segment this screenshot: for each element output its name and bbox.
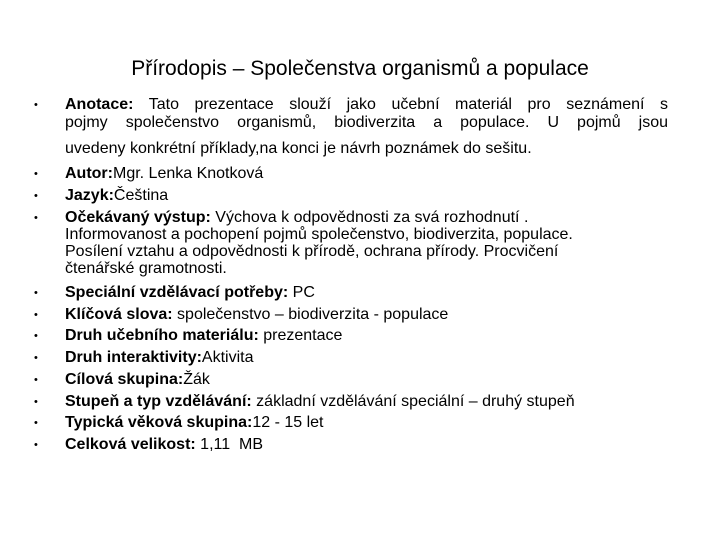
bullet-icon: • — [34, 309, 38, 321]
bullet-icon: • — [34, 330, 38, 342]
bullet-icon: • — [34, 212, 38, 224]
bullet-icon: • — [34, 287, 38, 299]
keywords-value: společenstvo – biodiverzita - populace — [172, 306, 449, 323]
author-value: Mgr. Lenka Knotková — [112, 165, 264, 182]
language-value: Čeština — [113, 187, 169, 204]
expected-output-line-3: Posílení vztahu a odpovědnosti k přírodě, ochrana přírody. Procvičení — [65, 243, 559, 260]
target-group-value: Žák — [183, 371, 210, 388]
interactivity-value: Aktivita — [201, 349, 254, 366]
material-type-label: Druh učebního materiálu: — [65, 327, 259, 344]
bullet-icon: • — [34, 168, 38, 180]
annotation-line-2: pojmy společenstvo organismů, biodiverzita a populace. U pojmů jsou — [65, 114, 668, 131]
author-label: Autor: — [65, 165, 113, 182]
education-level-label: Stupeň a typ vzdělávání: — [65, 393, 252, 410]
annotation-line-3: uvedeny konkrétní příklady,na konci je návrh poznámek do sešitu. — [65, 140, 532, 157]
total-size-value: 1,11 MB — [195, 436, 264, 453]
expected-output-line-2: Informovanost a pochopení pojmů společenstvo, biodiverzita, populace. — [65, 226, 573, 243]
expected-output-line-4: čtenářské gramotnosti. — [65, 260, 227, 277]
age-group-label: Typická věková skupina: — [65, 414, 253, 431]
expected-output-value: Výchova k odpovědnosti za svá rozhodnutí . — [210, 209, 529, 226]
material-type-value: prezentace — [258, 327, 343, 344]
bullet-icon: • — [34, 439, 38, 451]
target-group-label: Cílová skupina: — [65, 371, 184, 388]
bullet-icon: • — [34, 417, 38, 429]
keywords-label: Klíčová slova: — [65, 306, 173, 323]
annotation-line-1 — [65, 96, 668, 114]
annotation-text — [65, 96, 668, 158]
bullet-icon: • — [34, 374, 38, 386]
language-label: Jazyk: — [65, 187, 114, 204]
special-needs-label: Speciální vzdělávací potřeby: — [65, 284, 289, 301]
annotation-label: Anotace: — [65, 96, 134, 113]
annotation-line-1-text: Tato prezentace slouží jako učební materiál pro seznámení s — [148, 96, 669, 113]
bullet-icon: • — [34, 396, 38, 408]
interactivity-label: Druh interaktivity: — [65, 349, 202, 366]
bullet-icon: • — [34, 99, 38, 111]
bullet-icon: • — [34, 190, 38, 202]
slide-title: Přírodopis – Společenstva organismů a populace — [131, 57, 589, 80]
age-group-value: 12 - 15 let — [252, 414, 324, 431]
special-needs-value: PC — [288, 284, 315, 301]
total-size-label: Celková velikost: — [65, 436, 196, 453]
bullet-icon: • — [34, 352, 38, 364]
education-level-value: základní vzdělávání speciální – druhý stupeň — [251, 393, 575, 410]
expected-output-label: Očekávaný výstup: — [65, 209, 211, 226]
